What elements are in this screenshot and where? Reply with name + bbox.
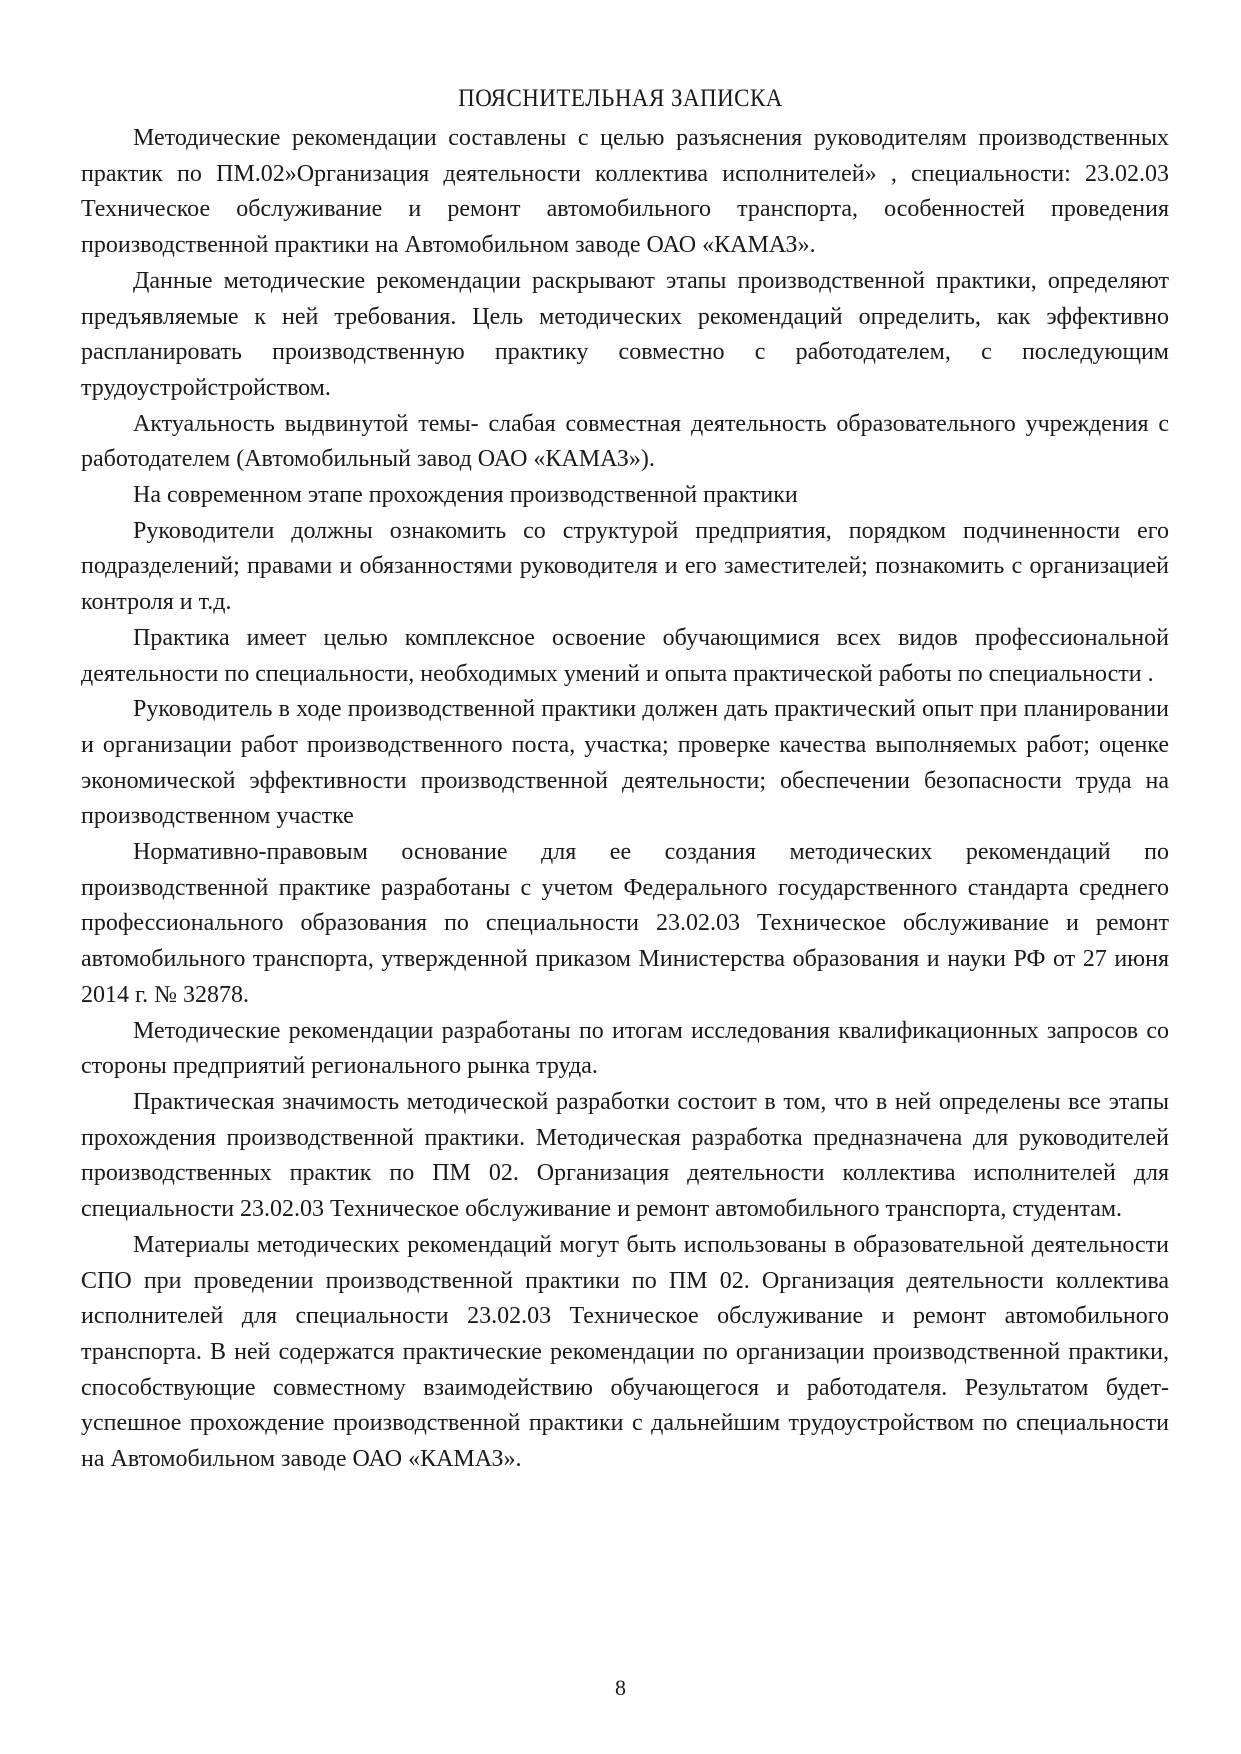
paragraph-supervisors: Руководители должны ознакомить со структурой предприятия, порядком подчиненности его подразделений; правами и обязанностями руководителя и его заместителей; познакомить с организацией контроля и т.д. <box>81 517 1169 616</box>
paragraph-materials: Материалы методических рекомендаций могут быть использованы в образовательной деятельности СПО при проведении производственной практики по ПМ 02. Организация деятельности коллектива исполнителей для специальности 23.02.03 Техническое обслуживание и ремонт автомобильного транспорта. В ней содержатся практические рекомендации по организации производственной практики, способствующие совместному взаимодействию обучающегося и работодателя. Результатом будет- успешное прохождение производственной практики с дальнейшим трудоустройством по специальности на Автомобильном заводе ОАО «КАМАЗ». <box>81 1231 1169 1473</box>
paragraph-legal-basis: Нормативно-правовым основание для ее создания методических рекомендаций по производственной практике разработаны с учетом Федерального государственного стандарта среднего профессионального образования по специальности 23.02.03 Техническое обслуживание и ремонт автомобильного транспорта, утвержденной приказом Министерства образования и науки РФ от 27 июня 2014 г. № 32878. <box>81 839 1169 1008</box>
paragraph-relevance: Актуальность выдвинутой темы- слабая совместная деятельность образовательного учреждения с работодателем (Автомобильный завод ОАО «КАМАЗ»). <box>81 410 1169 473</box>
paragraph-practice-aim: Практика имеет целью комплексное освоение обучающимися всех видов профессиональной деятельности по специальности, необходимых умений и опыта практической работы по специальности . <box>81 624 1169 687</box>
paragraph-purpose: Методические рекомендации составлены с целью разъяснения руководителям производственных практик по ПМ.02»Организация деятельности коллектива исполнителей» , специальности: 23.02.03 Техническое обслуживание и ремонт автомобильного транспорта, особенностей проведения производственной практики на Автомобильном заводе ОАО «КАМАЗ». <box>81 125 1169 259</box>
page-number: 8 <box>615 1675 626 1700</box>
paragraph-supervisor-duties: Руководитель в ходе производственной практики должен дать практический опыт при планировании и организации работ производственного поста, участка; проверке качества выполняемых работ; оценке экономической эффективности производственной деятельности; обеспечении безопасности труда на производственном участке <box>81 696 1169 830</box>
paragraph-goal: Данные методические рекомендации раскрывают этапы производственной практики, определяют предъявляемые к ней требования. Цель методических рекомендаций определить, как эффективно распланировать производственную практику совместно с работодателем, с последующим трудоустройстройством. <box>81 267 1169 401</box>
paragraph-significance: Практическая значимость методической разработки состоит в том, что в ней определены все этапы прохождения производственной практики. Методическая разработка предназначена для руководителей производственных практик по ПМ 02. Организация деятельности коллектива исполнителей для специальности 23.02.03 Техническое обслуживание и ремонт автомобильного транспорта, студентам. <box>81 1088 1169 1223</box>
page-title: ПОЯСНИТЕЛЬНАЯ ЗАПИСКА <box>458 85 783 112</box>
paragraph-current-stage: На современном этапе прохождения производственной практики <box>133 482 798 509</box>
paragraph-research: Методические рекомендации разработаны по итогам исследования квалификационных запросов со стороны предприятий регионального рынка труда. <box>81 1017 1169 1080</box>
document-body <box>81 121 1169 1478</box>
